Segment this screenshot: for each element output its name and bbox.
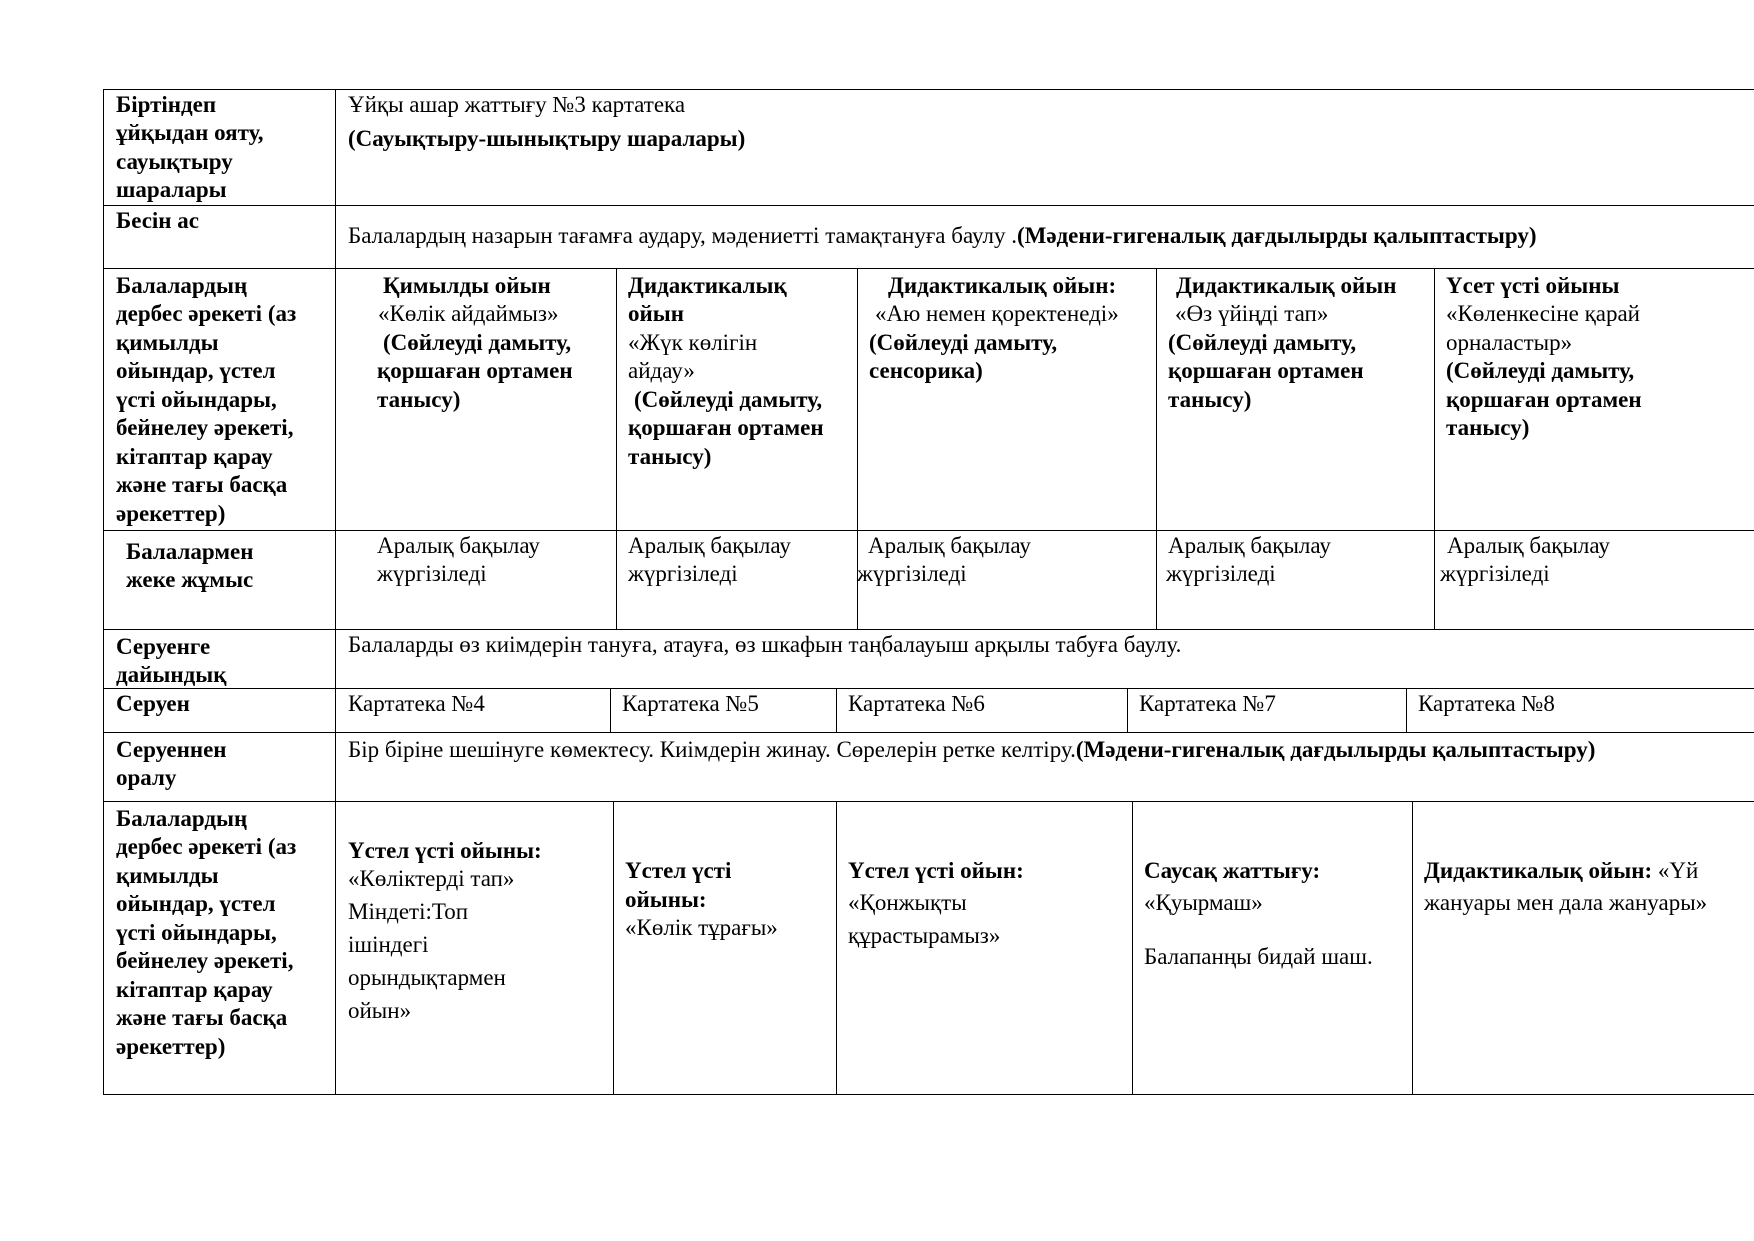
row-label: жеке жұмыс	[126, 567, 254, 592]
row-label: сауықтыру	[116, 149, 233, 174]
cell-text: «Көлік тұрағы»	[625, 915, 778, 940]
cell-text: сенсорика)	[869, 358, 983, 383]
cell-text	[348, 222, 1537, 251]
row-divider	[103, 268, 1754, 269]
cell-text: Аралық бақылау	[1168, 533, 1331, 558]
cell-text-bold: (Мәдени-гигеналық дағдылырды қалыптастыру)	[1016, 223, 1537, 248]
row-label: шаралары	[116, 177, 227, 202]
cell-text: Балаларды өз киімдерін тануға, атауға, өз шкафын таңбалауыш арқылы табуға баулу.	[348, 632, 1182, 657]
row-label: үсті ойындары,	[116, 920, 277, 945]
cell-text: Аралық бақылау	[868, 533, 1031, 558]
cell-text: Картатека №4	[348, 691, 485, 716]
row-label: әрекеттер)	[116, 501, 226, 526]
row-label: бейнелеу әрекеті,	[116, 415, 294, 440]
cell-text: орналастыр»	[1446, 330, 1573, 355]
row-label: дербес әрекеті (аз	[116, 834, 297, 859]
cell-text	[348, 736, 1595, 765]
row-label: ұйқыдан ояту,	[116, 120, 264, 145]
cell-title: ойын	[628, 301, 684, 326]
cell-text: (Сөйлеуді дамыту,	[869, 330, 1058, 355]
cell-text: танысу)	[377, 387, 461, 412]
row-label: Балалардың	[116, 273, 248, 298]
cell-text: «Өз үйіңді тап»	[1175, 301, 1329, 326]
cell-title: Дидактикалық ойын:	[888, 273, 1117, 298]
column-divider	[1412, 801, 1413, 1095]
cell-title	[1424, 857, 1698, 886]
cell-text: айдау»	[628, 358, 695, 383]
row-label: және тағы басқа	[116, 1005, 288, 1030]
row-label: Біртіндеп	[116, 92, 217, 117]
cell-text-bold: (Мәдени-гигеналық дағдылырды қалыптастыру)	[1075, 737, 1596, 762]
row-divider	[103, 732, 1754, 733]
column-divider	[613, 801, 614, 1095]
column-divider	[1132, 801, 1133, 1095]
row-label: бейнелеу әрекеті,	[116, 948, 294, 973]
cell-text: Аралық бақылау	[628, 533, 791, 558]
cell-text: (Сөйлеуді дамыту,	[1446, 358, 1635, 383]
cell-text: жүргізіледі	[857, 561, 967, 586]
row-label: кітаптар қарау	[116, 977, 273, 1002]
cell-text: (Сөйлеуді дамыту,	[1168, 330, 1357, 355]
row-divider	[103, 801, 1754, 802]
cell-text: Аралық бақылау	[377, 533, 540, 558]
cell-text-regular: Бір біріне шешінуге көмектесу. Киімдерін жинау. Сөрелерін ретке келтіру.	[348, 737, 1076, 762]
cell-text: танысу)	[628, 444, 712, 469]
cell-text: жануары мен дала жануары»	[1424, 890, 1708, 915]
column-divider	[335, 89, 336, 1095]
cell-text: жүргізіледі	[1440, 561, 1550, 586]
cell-text: Міндеті:Топ	[348, 899, 469, 924]
cell-text: Ұйқы ашар жаттығу №3 картатека	[348, 92, 686, 117]
row-divider	[103, 205, 1754, 206]
cell-text: «Қуырмаш»	[1144, 890, 1263, 915]
row-label: ойындар, үстел	[116, 358, 276, 383]
row-label: үсті ойындары,	[116, 387, 277, 412]
row-label: қимылды	[116, 863, 219, 888]
cell-text: ішіндегі	[348, 932, 429, 957]
table-border	[103, 1094, 1754, 1095]
column-divider	[1406, 688, 1407, 732]
cell-text: жүргізіледі	[377, 561, 487, 586]
column-divider	[1127, 688, 1128, 732]
cell-text-regular: Балалардың назарын тағамға аудару, мәдениетті тамақтануға баулу .	[348, 223, 1017, 248]
row-label: әрекеттер)	[116, 1034, 226, 1059]
cell-text: Картатека №8	[1418, 691, 1555, 716]
cell-text: «Көленкесіне қарай	[1446, 301, 1640, 326]
cell-text: «Көлік айдаймыз»	[378, 301, 559, 326]
cell-text: (Сауықтыру-шынықтыру шаралары)	[348, 126, 746, 151]
column-divider	[1156, 268, 1157, 629]
column-divider	[836, 801, 837, 1095]
column-divider	[616, 268, 617, 629]
cell-text: Аралық бақылау	[1447, 533, 1610, 558]
cell-text: (Сөйлеуді дамыту,	[383, 330, 572, 355]
cell-text: қоршаған ортамен	[377, 358, 573, 383]
row-label: қимылды	[116, 330, 219, 355]
cell-title: Қимылды ойын	[383, 273, 551, 298]
cell-text: қоршаған ортамен	[1446, 387, 1642, 412]
row-label: Балалармен	[126, 539, 254, 564]
cell-text: Картатека №5	[622, 691, 759, 716]
cell-title: Үстел үсті ойын:	[848, 858, 1024, 883]
cell-text: құрастырамыз»	[848, 923, 1001, 948]
cell-text: жүргізіледі	[1166, 561, 1276, 586]
cell-text: «Көліктерді тап»	[348, 866, 515, 891]
row-label: және тағы басқа	[116, 472, 288, 497]
cell-title: Саусақ жаттығу:	[1144, 858, 1321, 883]
row-label: кітаптар қарау	[116, 444, 273, 469]
column-divider	[1434, 268, 1435, 629]
row-label: дербес әрекеті (аз	[116, 301, 297, 326]
cell-text: «Жүк көлігін	[628, 330, 758, 355]
table-border	[103, 89, 104, 1095]
column-divider	[836, 688, 837, 732]
cell-title: Үстел үсті ойыны:	[348, 838, 542, 863]
cell-text: Картатека №6	[848, 691, 985, 716]
row-label: Серуеннен	[116, 737, 227, 762]
cell-title: Үсет үсті ойыны	[1446, 273, 1620, 298]
row-label: оралу	[116, 765, 177, 790]
cell-title: Дидактикалық	[628, 273, 787, 298]
row-label: Балалардың	[116, 806, 248, 831]
cell-text: қоршаған ортамен	[628, 415, 824, 440]
row-label: дайындық	[116, 662, 227, 687]
cell-text: ойын»	[348, 998, 412, 1023]
row-label: Серуен	[116, 691, 190, 716]
cell-text-regular: «Үй	[1652, 858, 1699, 883]
cell-text: Балапанңы бидай шаш.	[1144, 944, 1373, 969]
cell-text: (Сөйлеуді дамыту,	[634, 387, 823, 412]
column-divider	[610, 688, 611, 732]
cell-title: Дидактикалық ойын	[1176, 273, 1397, 298]
cell-text: жүргізіледі	[628, 561, 738, 586]
row-label: Серуенге	[116, 634, 211, 659]
cell-title: Үстел үсті	[625, 858, 732, 883]
cell-text: «Қонжықты	[848, 890, 967, 915]
cell-text: танысу)	[1168, 387, 1252, 412]
cell-text: қоршаған ортамен	[1168, 358, 1364, 383]
cell-text: танысу)	[1446, 415, 1530, 440]
cell-text: «Аю немен қоректенеді»	[875, 301, 1119, 326]
cell-text: Картатека №7	[1139, 691, 1276, 716]
row-label: Бесін ас	[116, 208, 200, 233]
cell-title-bold: Дидактикалық ойын:	[1424, 858, 1653, 883]
cell-title: ойыны:	[625, 887, 707, 912]
row-label: ойындар, үстел	[116, 891, 276, 916]
cell-text: орындықтармен	[348, 965, 506, 990]
